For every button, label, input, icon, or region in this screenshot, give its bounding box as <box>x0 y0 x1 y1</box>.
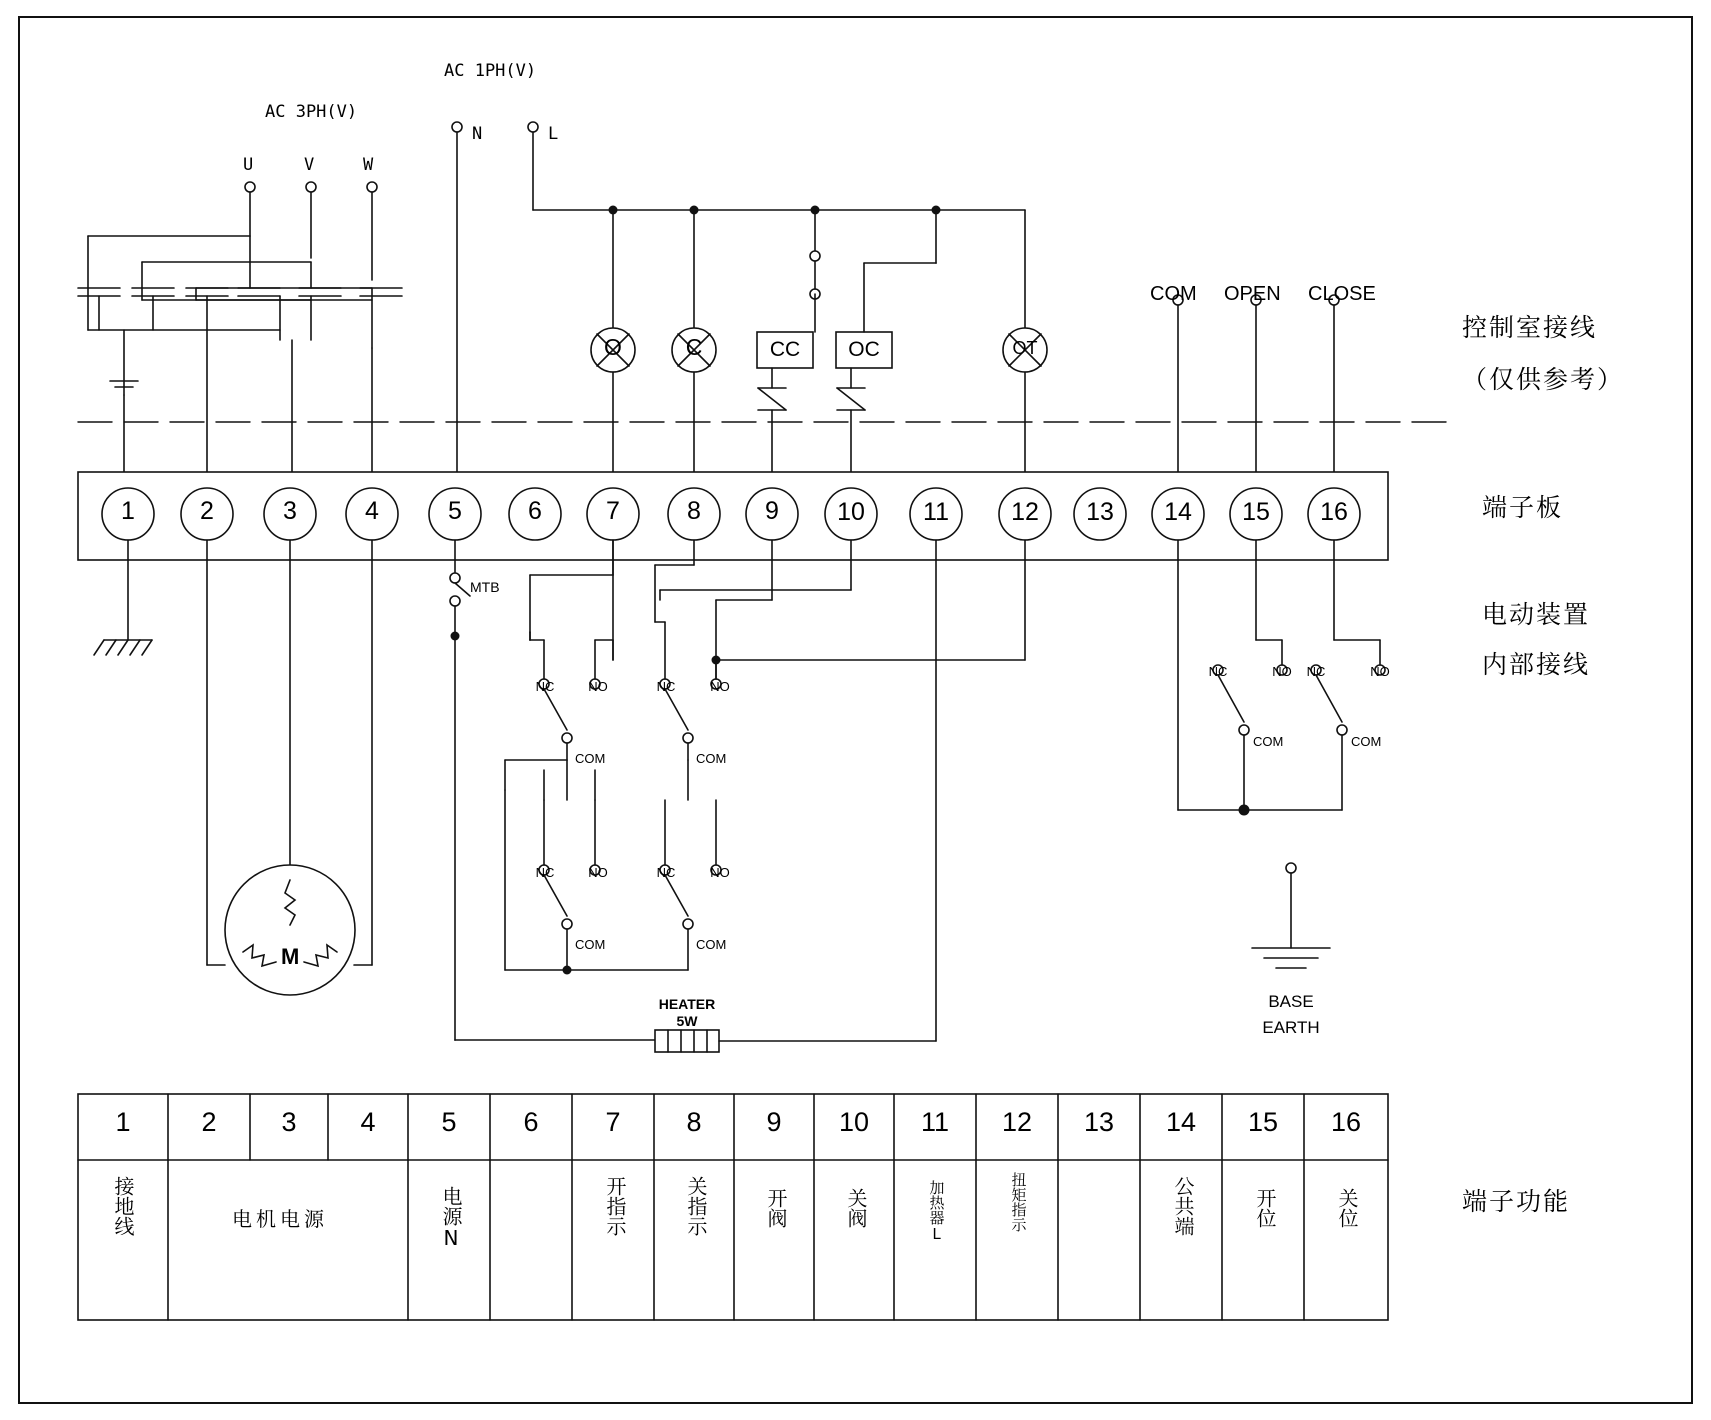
motor-label: M <box>281 944 300 969</box>
close-switch-com-label: COM <box>1351 734 1382 749</box>
terminal-4[interactable]: 4 <box>365 497 379 525</box>
label-live-l: L <box>548 124 559 144</box>
terminal-11[interactable]: 11 <box>923 498 949 526</box>
lamp-ot-label: OT <box>1012 338 1038 358</box>
terminal-7[interactable]: 7 <box>606 497 620 525</box>
lamp-open-label: O <box>604 334 622 360</box>
zone-label-control-room: 控制室接线 <box>1462 313 1598 342</box>
label-com: COM <box>1150 283 1197 305</box>
func-num-8: 8 <box>686 1107 702 1137</box>
switch1-com-label: COM <box>575 751 606 766</box>
terminal-5[interactable]: 5 <box>448 497 462 525</box>
switch4-com-label: COM <box>696 937 727 952</box>
terminal-1[interactable]: 1 <box>121 497 135 525</box>
func-text-7: 开指示 <box>603 1176 627 1236</box>
func-num-15: 15 <box>1247 1107 1279 1137</box>
heater-label-2: 5W <box>676 1013 698 1029</box>
switch3-no-label: NO <box>588 865 608 880</box>
func-num-5: 5 <box>441 1107 457 1137</box>
func-text-1: 接地线 <box>111 1176 135 1236</box>
switch4-nc-label: NC <box>656 865 676 880</box>
func-text-9: 开阀 <box>764 1188 788 1228</box>
label-open: OPEN <box>1224 283 1281 305</box>
switch1-nc-label: NC <box>535 679 555 694</box>
terminal-16[interactable]: 16 <box>1320 498 1348 526</box>
switch2-nc-label: NC <box>656 679 676 694</box>
func-text-16: 关位 <box>1335 1188 1359 1228</box>
func-num-7: 7 <box>605 1107 621 1137</box>
label-ac-1ph: AC 1PH(V) <box>444 61 537 81</box>
label-neutral-n: N <box>472 124 483 144</box>
lamp-close-label: C <box>685 334 703 360</box>
base-earth-label-1: BASE <box>1268 992 1314 1011</box>
base-earth-label-2: EARTH <box>1262 1018 1320 1037</box>
func-text-12: 扭矩指示 <box>1009 1172 1028 1232</box>
terminal-14[interactable]: 14 <box>1164 498 1192 526</box>
terminal-15[interactable]: 15 <box>1242 498 1270 526</box>
func-num-4: 4 <box>360 1107 376 1137</box>
terminal-3[interactable]: 3 <box>283 497 297 525</box>
func-text-10: 关阀 <box>844 1188 868 1228</box>
func-num-2: 2 <box>201 1107 217 1137</box>
func-num-6: 6 <box>523 1107 539 1137</box>
close-switch-nc-label: NC <box>1306 664 1326 679</box>
label-close: CLOSE <box>1308 283 1376 305</box>
terminal-13[interactable]: 13 <box>1086 498 1114 526</box>
open-switch-nc-label: NC <box>1208 664 1228 679</box>
zone-label-terminal-function: 端子功能 <box>1462 1187 1571 1216</box>
switch4-no-label: NO <box>710 865 730 880</box>
func-num-11: 11 <box>920 1107 950 1137</box>
terminal-12[interactable]: 12 <box>1011 498 1039 526</box>
zone-label-actuator-2: 内部接线 <box>1482 650 1591 679</box>
zone-label-terminal-board: 端子板 <box>1482 493 1564 522</box>
func-text-8: 关指示 <box>684 1176 708 1236</box>
close-switch-no-label: NO <box>1370 664 1390 679</box>
switch2-no-label: NO <box>710 679 730 694</box>
func-text-14: 公共端 <box>1171 1176 1195 1236</box>
func-num-1: 1 <box>115 1107 131 1137</box>
switch-cc-label[interactable]: CC <box>769 338 801 361</box>
zone-label-actuator-1: 电动装置 <box>1482 600 1591 629</box>
open-switch-com-label: COM <box>1253 734 1284 749</box>
terminal-2[interactable]: 2 <box>200 497 214 525</box>
label-phase-w: W <box>363 155 374 175</box>
label-mtb: MTB <box>470 579 500 595</box>
func-num-14: 14 <box>1165 1107 1197 1137</box>
func-text-15: 开位 <box>1253 1188 1277 1228</box>
open-switch-no-label: NO <box>1272 664 1292 679</box>
func-num-13: 13 <box>1083 1107 1115 1137</box>
label-phase-v: V <box>304 155 315 175</box>
func-num-16: 16 <box>1330 1107 1362 1137</box>
terminal-8[interactable]: 8 <box>687 497 701 525</box>
func-num-10: 10 <box>838 1107 870 1137</box>
switch3-com-label: COM <box>575 937 606 952</box>
func-num-12: 12 <box>1001 1107 1033 1137</box>
heater-label-1: HEATER <box>658 996 716 1012</box>
func-text-11: 加热器L <box>927 1180 946 1243</box>
switch3-nc-label: NC <box>535 865 555 880</box>
terminal-6[interactable]: 6 <box>528 497 542 525</box>
func-num-3: 3 <box>281 1107 297 1137</box>
func-text-motor-power: 电机电源 <box>232 1207 328 1231</box>
terminal-9[interactable]: 9 <box>765 497 779 525</box>
label-phase-u: U <box>243 155 254 175</box>
func-num-9: 9 <box>766 1107 782 1137</box>
switch-oc-label[interactable]: OC <box>848 338 880 361</box>
label-ac-3ph: AC 3PH(V) <box>265 102 358 122</box>
zone-label-control-room-note: （仅供参考） <box>1462 365 1625 394</box>
switch2-com-label: COM <box>696 751 727 766</box>
func-text-5: 电源N <box>439 1186 463 1250</box>
switch1-no-label: NO <box>588 679 608 694</box>
terminal-10[interactable]: 10 <box>837 498 865 526</box>
